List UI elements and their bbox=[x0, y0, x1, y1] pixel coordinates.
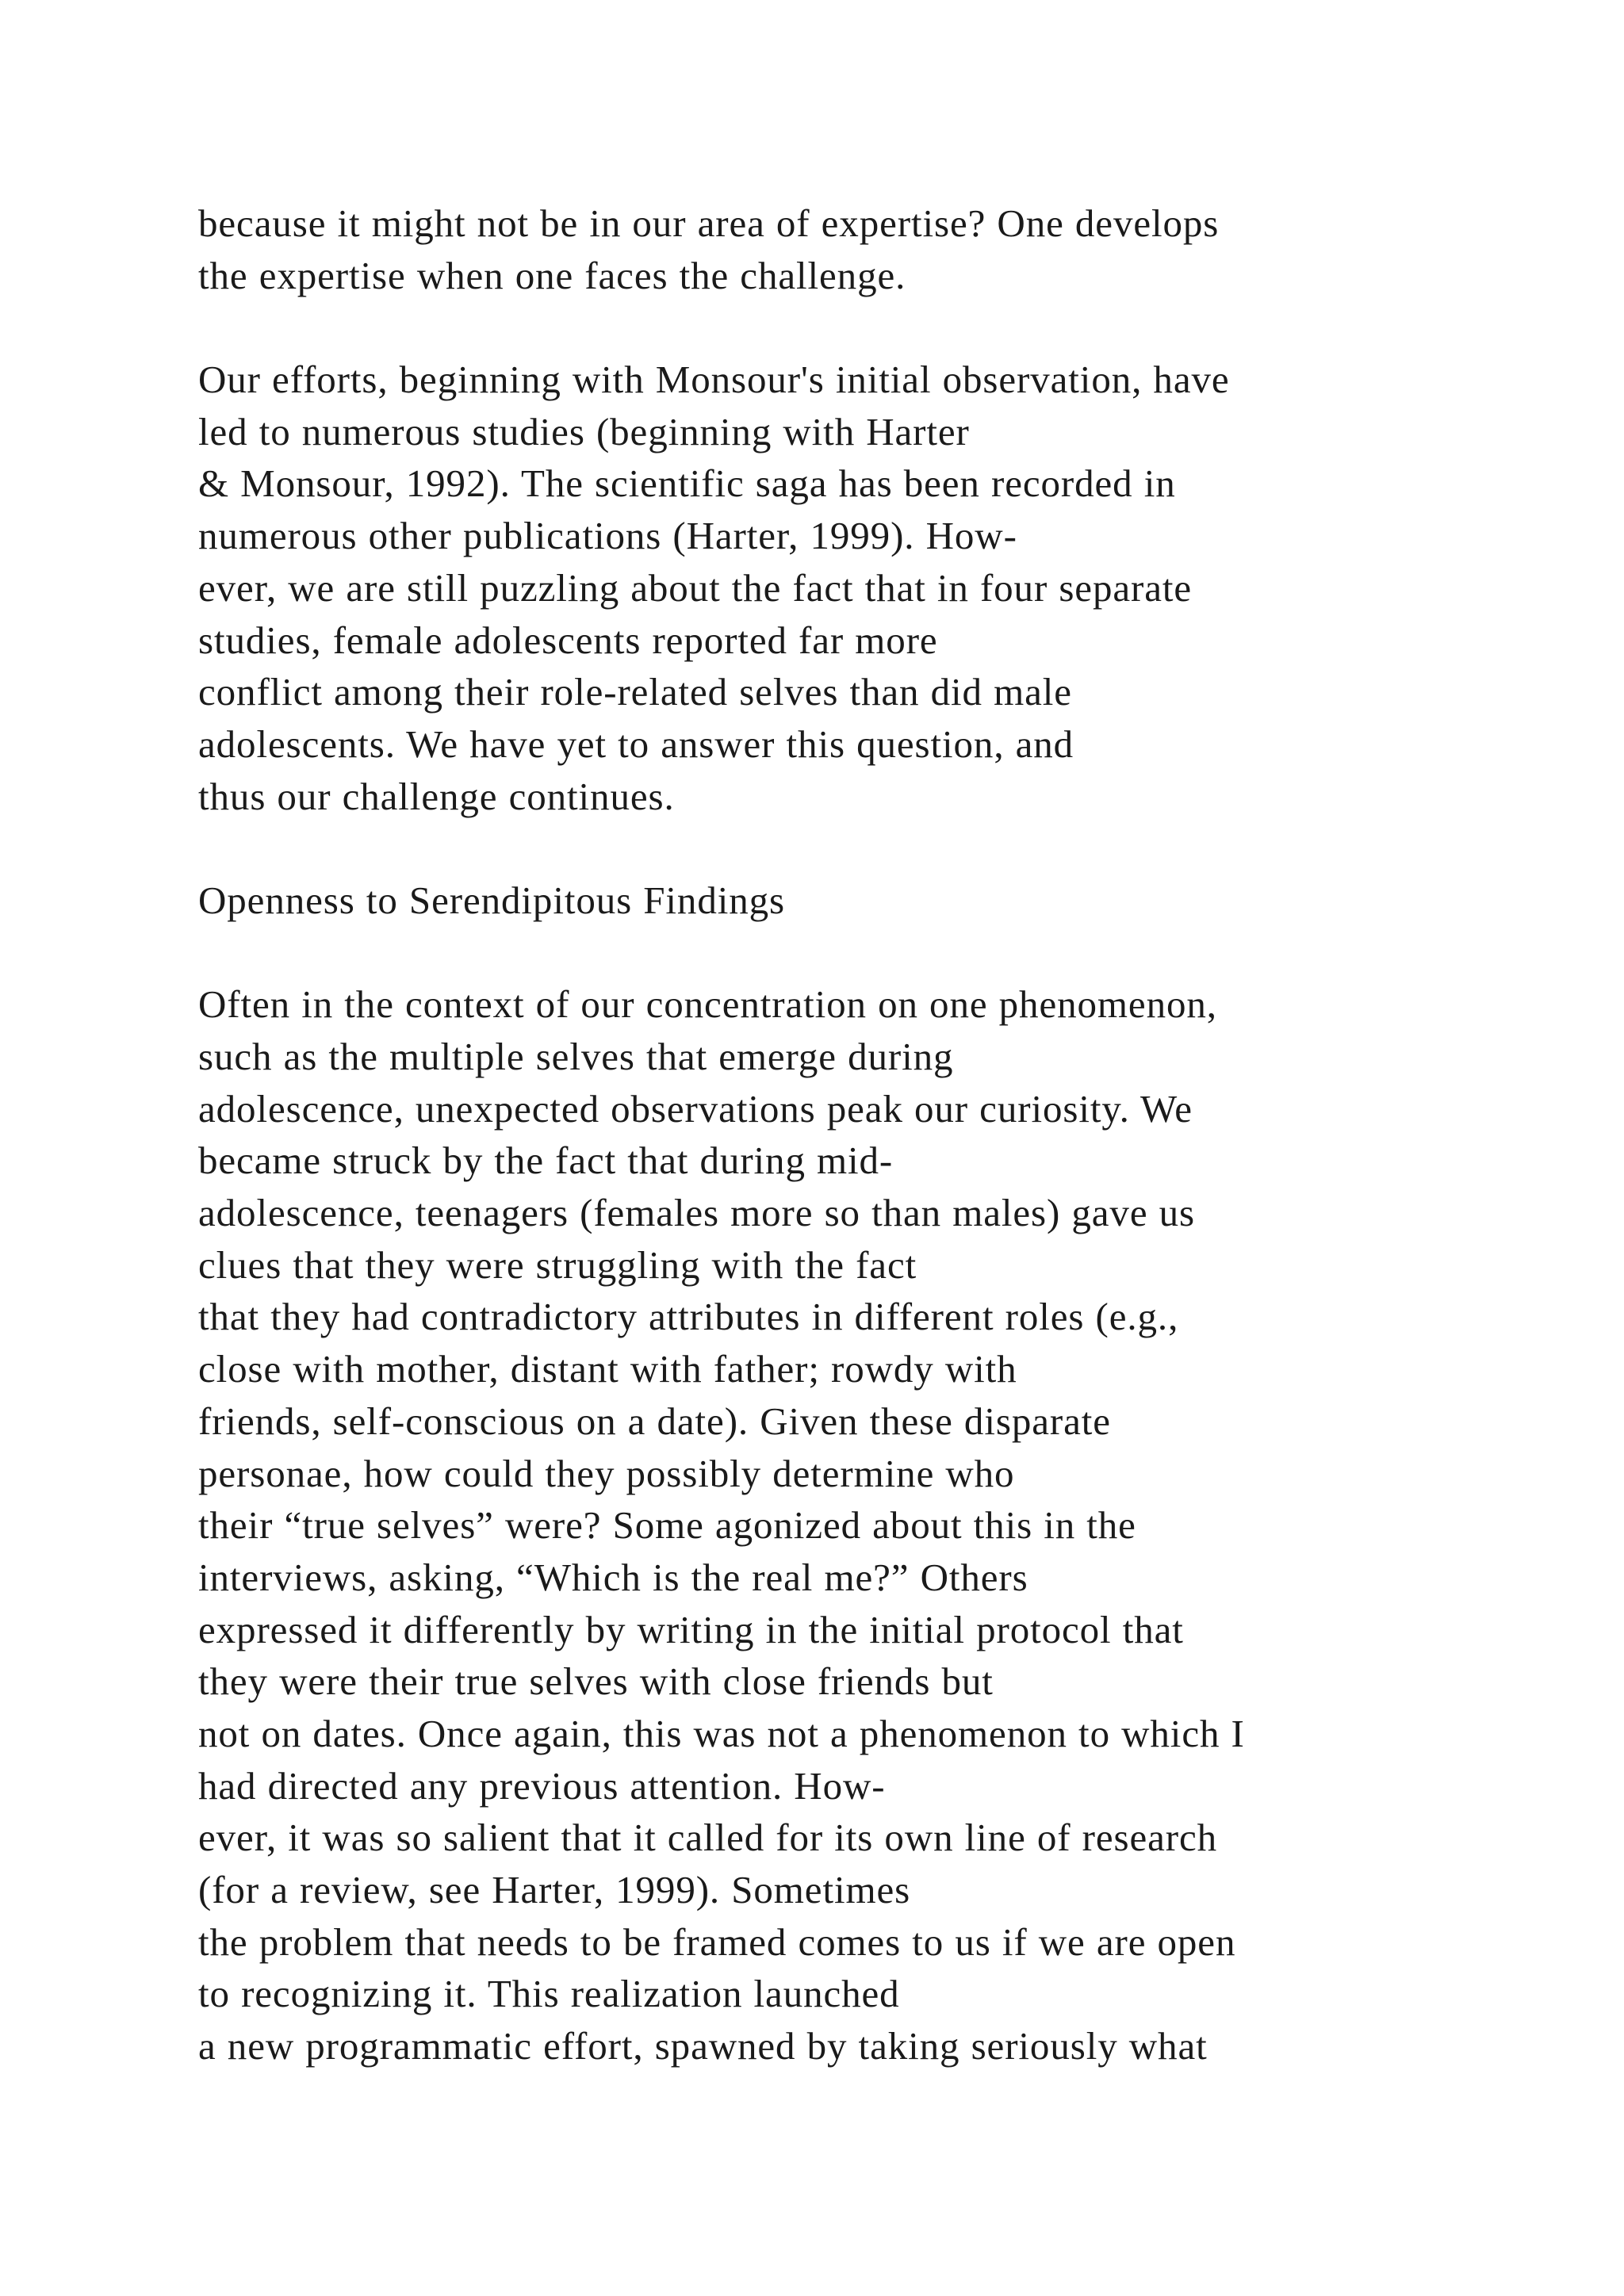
text-line: & Monsour, 1992). The scientific saga has been recorded in bbox=[198, 461, 1176, 506]
paragraph bbox=[198, 354, 1594, 822]
paragraph-gap bbox=[198, 927, 1594, 979]
text-line: clues that they were struggling with the fact bbox=[198, 1242, 917, 1287]
text-line: they were their true selves with close friends but bbox=[198, 1659, 994, 1704]
text-line: a new programmatic effort, spawned by taking seriously what bbox=[198, 2024, 1208, 2068]
text-line: (for a review, see Harter, 1999). Sometimes bbox=[198, 1868, 911, 1911]
text-line: their “true selves” were? Some agonized about this in the bbox=[198, 1503, 1136, 1548]
section-heading bbox=[198, 874, 1594, 927]
text-line: numerous other publications (Harter, 1999). How- bbox=[198, 514, 1017, 558]
text-line: Openness to Serendipitous Findings bbox=[198, 878, 786, 922]
text-line: that they had contradictory attributes in different roles (e.g., bbox=[198, 1295, 1179, 1339]
text-line: led to numerous studies (beginning with Harter bbox=[198, 409, 970, 453]
text-line: close with mother, distant with father; rowdy with bbox=[198, 1347, 1017, 1391]
document-body bbox=[198, 197, 1594, 2072]
text-line: to recognizing it. This realization launched bbox=[198, 1972, 900, 2016]
text-line: personae, how could they possibly determine who bbox=[198, 1451, 1015, 1495]
text-line: friends, self-conscious on a date). Given these disparate bbox=[198, 1399, 1111, 1443]
paragraph bbox=[198, 978, 1594, 2072]
text-line: interviews, asking, “Which is the real me?” Others bbox=[198, 1555, 1028, 1599]
text-line: adolescence, unexpected observations peak our curiosity. We bbox=[198, 1086, 1193, 1131]
paragraph bbox=[198, 197, 1594, 301]
text-line: conflict among their role-related selves than did male bbox=[198, 670, 1072, 714]
paragraph-gap bbox=[198, 822, 1594, 874]
text-line: adolescence, teenagers (females more so than males) gave us bbox=[198, 1191, 1195, 1235]
text-line: Often in the context of our concentration on one phenomenon, bbox=[198, 982, 1217, 1027]
text-line: ever, it was so salient that it called for its own line of research bbox=[198, 1816, 1218, 1860]
text-line: the problem that needs to be framed comes to us if we are open bbox=[198, 1919, 1236, 1964]
text-line: had directed any previous attention. How- bbox=[198, 1763, 886, 1808]
text-line: not on dates. Once again, this was not a phenomenon to which I bbox=[198, 1711, 1245, 1755]
text-line: became struck by the fact that during mid- bbox=[198, 1138, 894, 1183]
text-line: Our efforts, beginning with Monsour's initial observation, have bbox=[198, 358, 1230, 402]
text-line: thus our challenge continues. bbox=[198, 774, 675, 818]
text-line: because it might not be in our area of expertise? One develops bbox=[198, 201, 1220, 245]
text-line: adolescents. We have yet to answer this question, and bbox=[198, 721, 1074, 766]
text-line: such as the multiple selves that emerge during bbox=[198, 1035, 954, 1078]
text-line: ever, we are still puzzling about the fact that in four separate bbox=[198, 565, 1193, 610]
text-line: studies, female adolescents reported far more bbox=[198, 618, 938, 662]
text-line: expressed it differently by writing in the initial protocol that bbox=[198, 1607, 1184, 1651]
text-line: the expertise when one faces the challenge. bbox=[198, 253, 906, 297]
paragraph-gap bbox=[198, 301, 1594, 354]
